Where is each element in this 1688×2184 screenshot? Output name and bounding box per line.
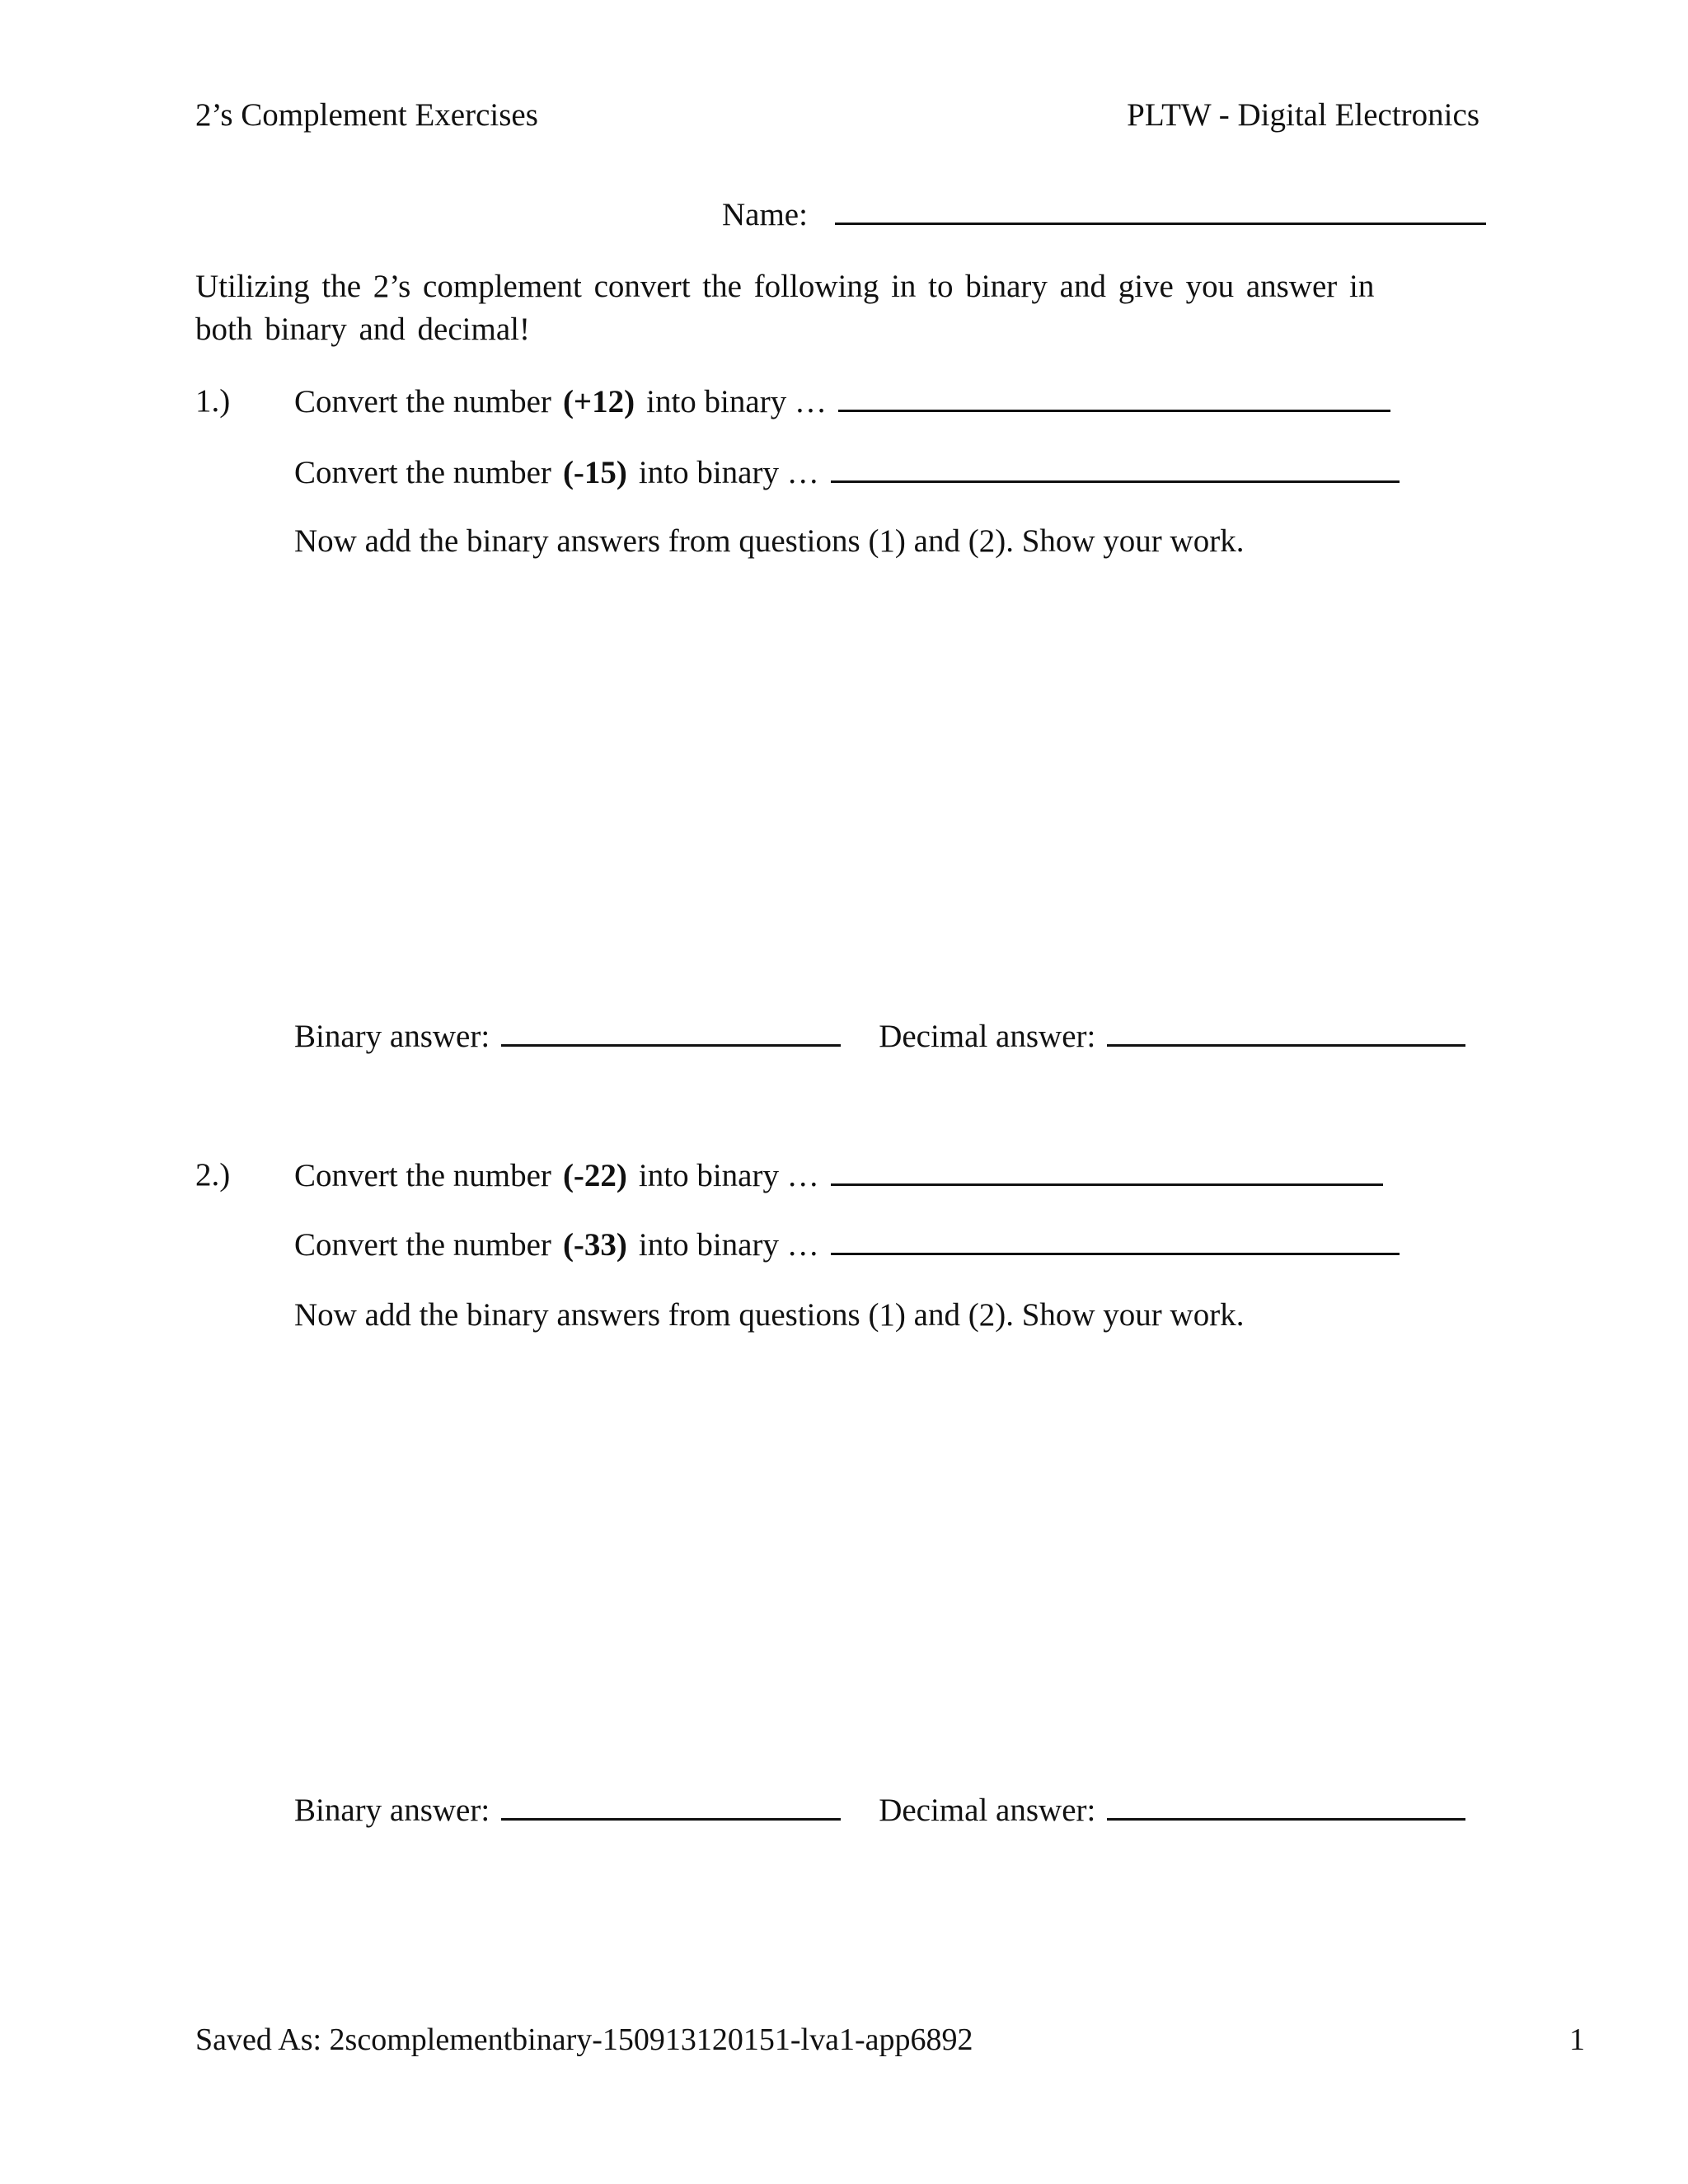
question-1-convert-1 (294, 385, 1390, 418)
convert-value: (-33) (562, 1227, 627, 1263)
binary-answer-label: Binary answer: (294, 1793, 490, 1828)
header-title: 2’s Complement Exercises (195, 97, 538, 133)
question-1-answers (294, 1019, 1465, 1052)
question-2-convert-1 (294, 1159, 1383, 1192)
decimal-answer-field[interactable] (1107, 1793, 1465, 1821)
convert-suffix: into binary … (638, 455, 819, 490)
answer-field[interactable] (831, 456, 1400, 483)
question-2-number: 2.) (195, 1157, 231, 1193)
convert-prefix: Convert the number (294, 384, 551, 419)
question-1-number: 1.) (195, 383, 231, 419)
answer-field[interactable] (831, 1159, 1383, 1186)
question-2-answers (294, 1793, 1465, 1826)
name-row (722, 198, 1486, 231)
decimal-answer-field[interactable] (1107, 1019, 1465, 1047)
convert-value: (-15) (562, 455, 627, 490)
decimal-answer-label: Decimal answer: (879, 1793, 1096, 1828)
answer-field[interactable] (831, 1228, 1400, 1255)
instructions: Utilizing the 2’s complement convert the following in to binary and give you answer in both binary and decimal! (195, 269, 1375, 347)
convert-prefix: Convert the number (294, 455, 551, 490)
question-2-convert-2 (294, 1228, 1400, 1261)
convert-suffix: into binary … (646, 384, 827, 419)
convert-suffix: into binary … (638, 1158, 819, 1193)
header-course: PLTW - Digital Electronics (1127, 97, 1479, 133)
footer-saved-as: Saved As: 2scomplementbinary-150913120151-lva1-app6892 (195, 2022, 973, 2057)
name-label: Name: (722, 197, 808, 232)
convert-prefix: Convert the number (294, 1158, 551, 1193)
question-1-convert-2 (294, 456, 1400, 489)
convert-suffix: into binary … (638, 1227, 819, 1263)
question-2-add-instruction: Now add the binary answers from questions (1) and (2). Show your work. (294, 1297, 1245, 1333)
answer-field[interactable] (838, 385, 1390, 412)
convert-value: (-22) (562, 1158, 627, 1193)
binary-answer-label: Binary answer: (294, 1019, 490, 1054)
convert-prefix: Convert the number (294, 1227, 551, 1263)
binary-answer-field[interactable] (501, 1793, 841, 1821)
binary-answer-field[interactable] (501, 1019, 841, 1047)
convert-value: (+12) (562, 384, 635, 419)
question-1-add-instruction: Now add the binary answers from questions (1) and (2). Show your work. (294, 523, 1245, 559)
page-number: 1 (1569, 2022, 1585, 2057)
name-field[interactable] (835, 198, 1486, 225)
decimal-answer-label: Decimal answer: (879, 1019, 1096, 1054)
